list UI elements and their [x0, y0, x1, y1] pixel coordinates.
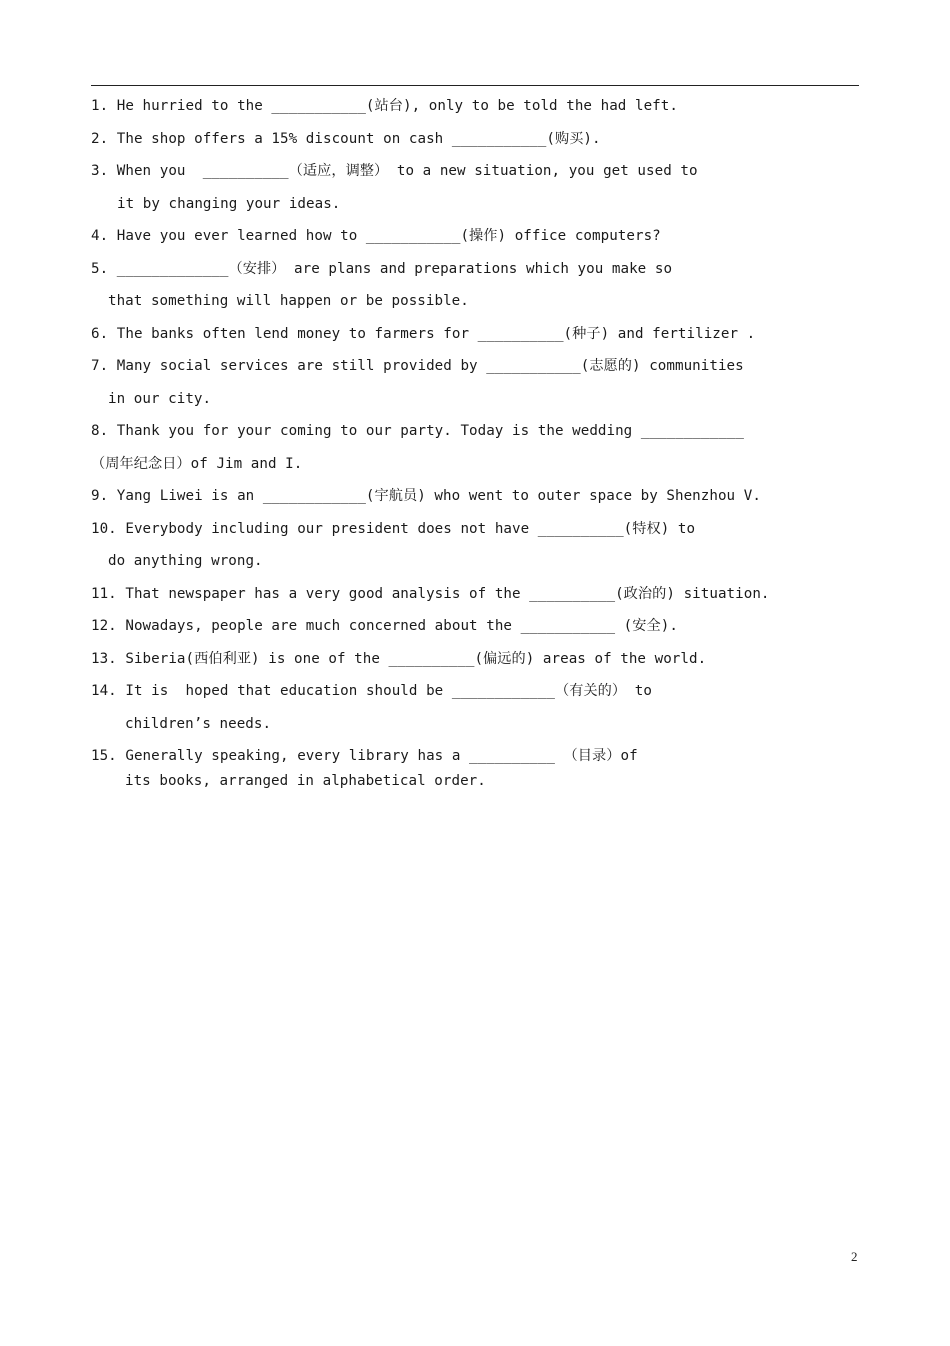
- exercise-first-line: [91, 356, 744, 376]
- exercise-text: Siberia(西伯利亚) is one of the __________(偏远的) areas of the world.: [125, 651, 707, 667]
- exercise-text: Yang Liwei is an ____________(宇航员) who went to outer space by Shenzhou V.: [116, 488, 761, 504]
- exercise-first-line: [91, 584, 770, 604]
- exercise-first-line: [91, 746, 638, 766]
- exercise-first-line: [91, 421, 744, 441]
- exercise-text: Nowadays, people are much concerned about the ___________ (安全).: [125, 618, 678, 634]
- exercise-number: 9.: [91, 488, 109, 504]
- exercise-text: It is hoped that education should be ____________（有关的） to: [125, 683, 652, 699]
- exercise-first-line: [91, 324, 755, 344]
- exercise-number: 12.: [91, 618, 117, 634]
- exercise-number: 2.: [91, 131, 109, 147]
- exercise-first-line: [91, 649, 706, 669]
- exercise-number: 13.: [91, 651, 117, 667]
- exercise-number: 3.: [91, 163, 109, 179]
- exercise-first-line: [91, 616, 678, 636]
- exercise-text: That newspaper has a very good analysis of the __________(政治的) situation.: [125, 586, 770, 602]
- exercise-text: _____________（安排） are plans and preparations which you make so: [116, 261, 673, 277]
- exercise-text: The banks often lend money to farmers for __________(种子) and fertilizer .: [116, 326, 756, 342]
- exercise-first-line: [91, 96, 678, 116]
- exercise-text: Have you ever learned how to ___________(操作) office computers?: [116, 228, 661, 244]
- exercise-text: Generally speaking, every library has a __________ （目录）of: [125, 748, 638, 764]
- exercise-first-line: [91, 259, 672, 279]
- exercise-first-line: [91, 129, 601, 149]
- exercise-first-line: [91, 519, 695, 539]
- exercise-text: Thank you for your coming to our party. Today is the wedding ____________: [116, 423, 744, 439]
- exercise-text: Many social services are still provided by ___________(志愿的) communities: [116, 358, 744, 374]
- header-rule: [91, 85, 859, 86]
- exercise-number: 10.: [91, 521, 117, 537]
- exercise-text: The shop offers a 15% discount on cash ___________(购买).: [116, 131, 601, 147]
- exercise-first-line: [91, 226, 661, 246]
- exercise-first-line: [91, 681, 652, 701]
- exercise-number: 8.: [91, 423, 109, 439]
- exercise-continuation-line: that something will happen or be possible.: [108, 293, 469, 309]
- exercise-continuation-line: children’s needs.: [125, 716, 272, 732]
- exercise-number: 5.: [91, 261, 109, 277]
- exercise-number: 15.: [91, 748, 117, 764]
- exercise-number: 4.: [91, 228, 109, 244]
- exercise-continuation-line: its books, arranged in alphabetical order.: [125, 773, 486, 789]
- exercise-first-line: [91, 486, 761, 506]
- exercise-first-line: [91, 161, 698, 181]
- exercise-text: When you __________（适应，调整） to a new situation, you get used to: [116, 163, 698, 179]
- exercise-number: 7.: [91, 358, 109, 374]
- exercise-continuation-line: do anything wrong.: [108, 553, 263, 569]
- exercise-continuation-line: it by changing your ideas.: [117, 196, 341, 212]
- exercise-number: 14.: [91, 683, 117, 699]
- exercise-number: 6.: [91, 326, 109, 342]
- exercise-number: 11.: [91, 586, 117, 602]
- exercise-continuation-line: in our city.: [108, 391, 212, 407]
- exercise-continuation-line: （周年纪念日）of Jim and I.: [91, 456, 303, 472]
- page-number: 2: [851, 1249, 858, 1264]
- exercise-text: He hurried to the ___________(站台), only to be told the had left.: [116, 98, 678, 114]
- exercise-text: Everybody including our president does not have __________(特权) to: [125, 521, 696, 537]
- exercise-number: 1.: [91, 98, 109, 114]
